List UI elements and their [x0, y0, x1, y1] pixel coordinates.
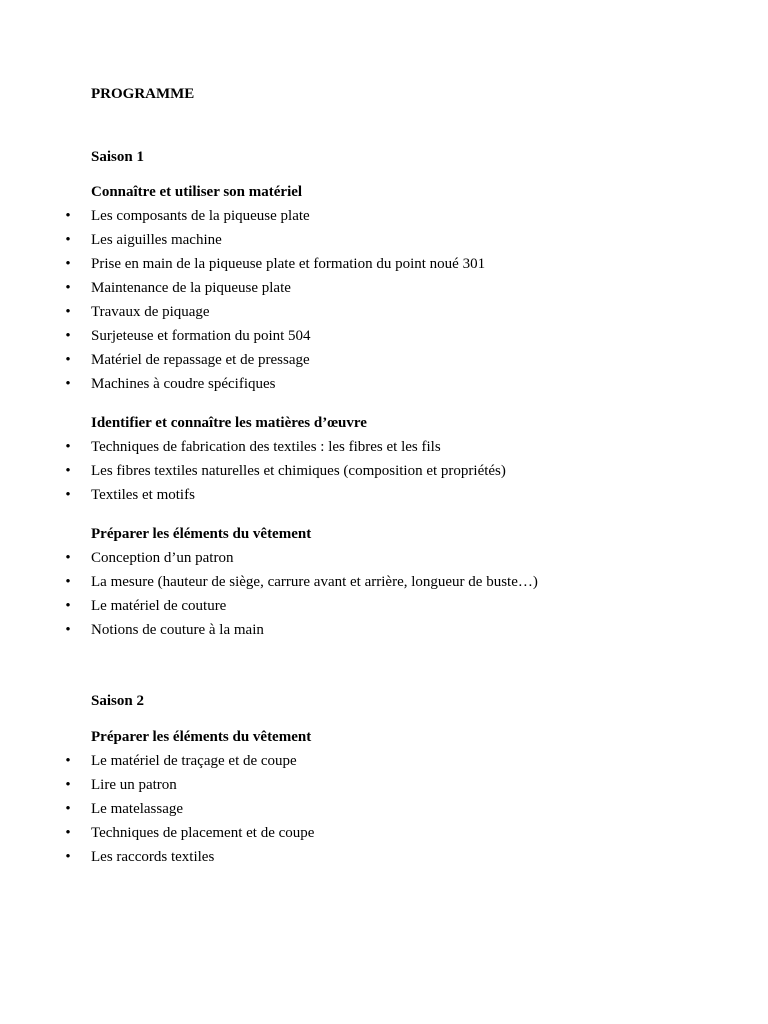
- section-preparer-vetement-s2: [0, 728, 768, 872]
- list-item-text: La mesure (hauteur de siège, carrure avant et arrière, longueur de buste…): [91, 574, 538, 590]
- document-title: PROGRAMME: [91, 86, 195, 102]
- bullet-icon: •: [65, 849, 71, 865]
- list-item: [0, 279, 768, 303]
- list-item-text: Maintenance de la piqueuse plate: [91, 280, 291, 296]
- bullet-icon: •: [65, 574, 71, 590]
- bullet-icon: •: [65, 777, 71, 793]
- list-item-text: Notions de couture à la main: [91, 622, 264, 638]
- bullet-icon: •: [65, 328, 71, 344]
- list-item-text: Lire un patron: [91, 777, 177, 793]
- bullet-icon: •: [65, 598, 71, 614]
- list-item-text: Surjeteuse et formation du point 504: [91, 328, 311, 344]
- list-item-text: Travaux de piquage: [91, 304, 210, 320]
- list-item-text: Le matériel de traçage et de coupe: [91, 753, 297, 769]
- list-item-text: Techniques de placement et de coupe: [91, 825, 315, 841]
- season-2-heading: Saison 2: [91, 693, 144, 709]
- bullet-icon: •: [65, 550, 71, 566]
- bullet-icon: •: [65, 352, 71, 368]
- list-item: [0, 438, 768, 462]
- list-item: [0, 375, 768, 399]
- list-item: [0, 303, 768, 327]
- bullet-icon: •: [65, 825, 71, 841]
- bullet-list: [0, 207, 768, 399]
- bullet-icon: •: [65, 256, 71, 272]
- list-item-text: Les raccords textiles: [91, 849, 215, 865]
- list-item-text: Techniques de fabrication des textiles : les fibres et les fils: [91, 439, 441, 455]
- bullet-icon: •: [65, 753, 71, 769]
- section-matieres-oeuvre: [0, 414, 768, 510]
- bullet-icon: •: [65, 280, 71, 296]
- bullet-icon: •: [65, 232, 71, 248]
- section-heading: Identifier et connaître les matières d’œuvre: [91, 415, 367, 431]
- section-heading: Préparer les éléments du vêtement: [91, 729, 312, 745]
- bullet-icon: •: [65, 439, 71, 455]
- list-item-text: Machines à coudre spécifiques: [91, 376, 276, 392]
- list-item-text: Les fibres textiles naturelles et chimiques (composition et propriétés): [91, 463, 506, 479]
- list-item-text: Matériel de repassage et de pressage: [91, 352, 310, 368]
- list-item: [0, 462, 768, 486]
- list-item: [0, 597, 768, 621]
- list-item: [0, 800, 768, 824]
- list-item-text: Conception d’un patron: [91, 550, 234, 566]
- bullet-icon: •: [65, 208, 71, 224]
- bullet-list: [0, 549, 768, 645]
- bullet-icon: •: [65, 801, 71, 817]
- bullet-icon: •: [65, 304, 71, 320]
- list-item: [0, 621, 768, 645]
- list-item: [0, 486, 768, 510]
- list-item: [0, 231, 768, 255]
- season-1-heading: Saison 1: [91, 149, 144, 165]
- list-item-text: Textiles et motifs: [91, 487, 195, 503]
- list-item: [0, 824, 768, 848]
- list-item-text: Le matelassage: [91, 801, 184, 817]
- section-connaitre-materiel: [0, 183, 768, 399]
- list-item: [0, 752, 768, 776]
- bullet-list: [0, 752, 768, 872]
- list-item: [0, 207, 768, 231]
- bullet-icon: •: [65, 622, 71, 638]
- section-heading: Connaître et utiliser son matériel: [91, 184, 303, 200]
- list-item: [0, 776, 768, 800]
- list-item-text: Le matériel de couture: [91, 598, 227, 614]
- list-item: [0, 549, 768, 573]
- bullet-icon: •: [65, 463, 71, 479]
- list-item: [0, 351, 768, 375]
- list-item: [0, 573, 768, 597]
- section-preparer-vetement-s1: [0, 525, 768, 645]
- bullet-icon: •: [65, 487, 71, 503]
- list-item-text: Prise en main de la piqueuse plate et formation du point noué 301: [91, 256, 486, 272]
- bullet-list: [0, 438, 768, 510]
- bullet-icon: •: [65, 376, 71, 392]
- list-item: [0, 848, 768, 872]
- list-item: [0, 327, 768, 351]
- list-item-text: Les composants de la piqueuse plate: [91, 208, 310, 224]
- section-heading: Préparer les éléments du vêtement: [91, 526, 312, 542]
- list-item: [0, 255, 768, 279]
- list-item-text: Les aiguilles machine: [91, 232, 222, 248]
